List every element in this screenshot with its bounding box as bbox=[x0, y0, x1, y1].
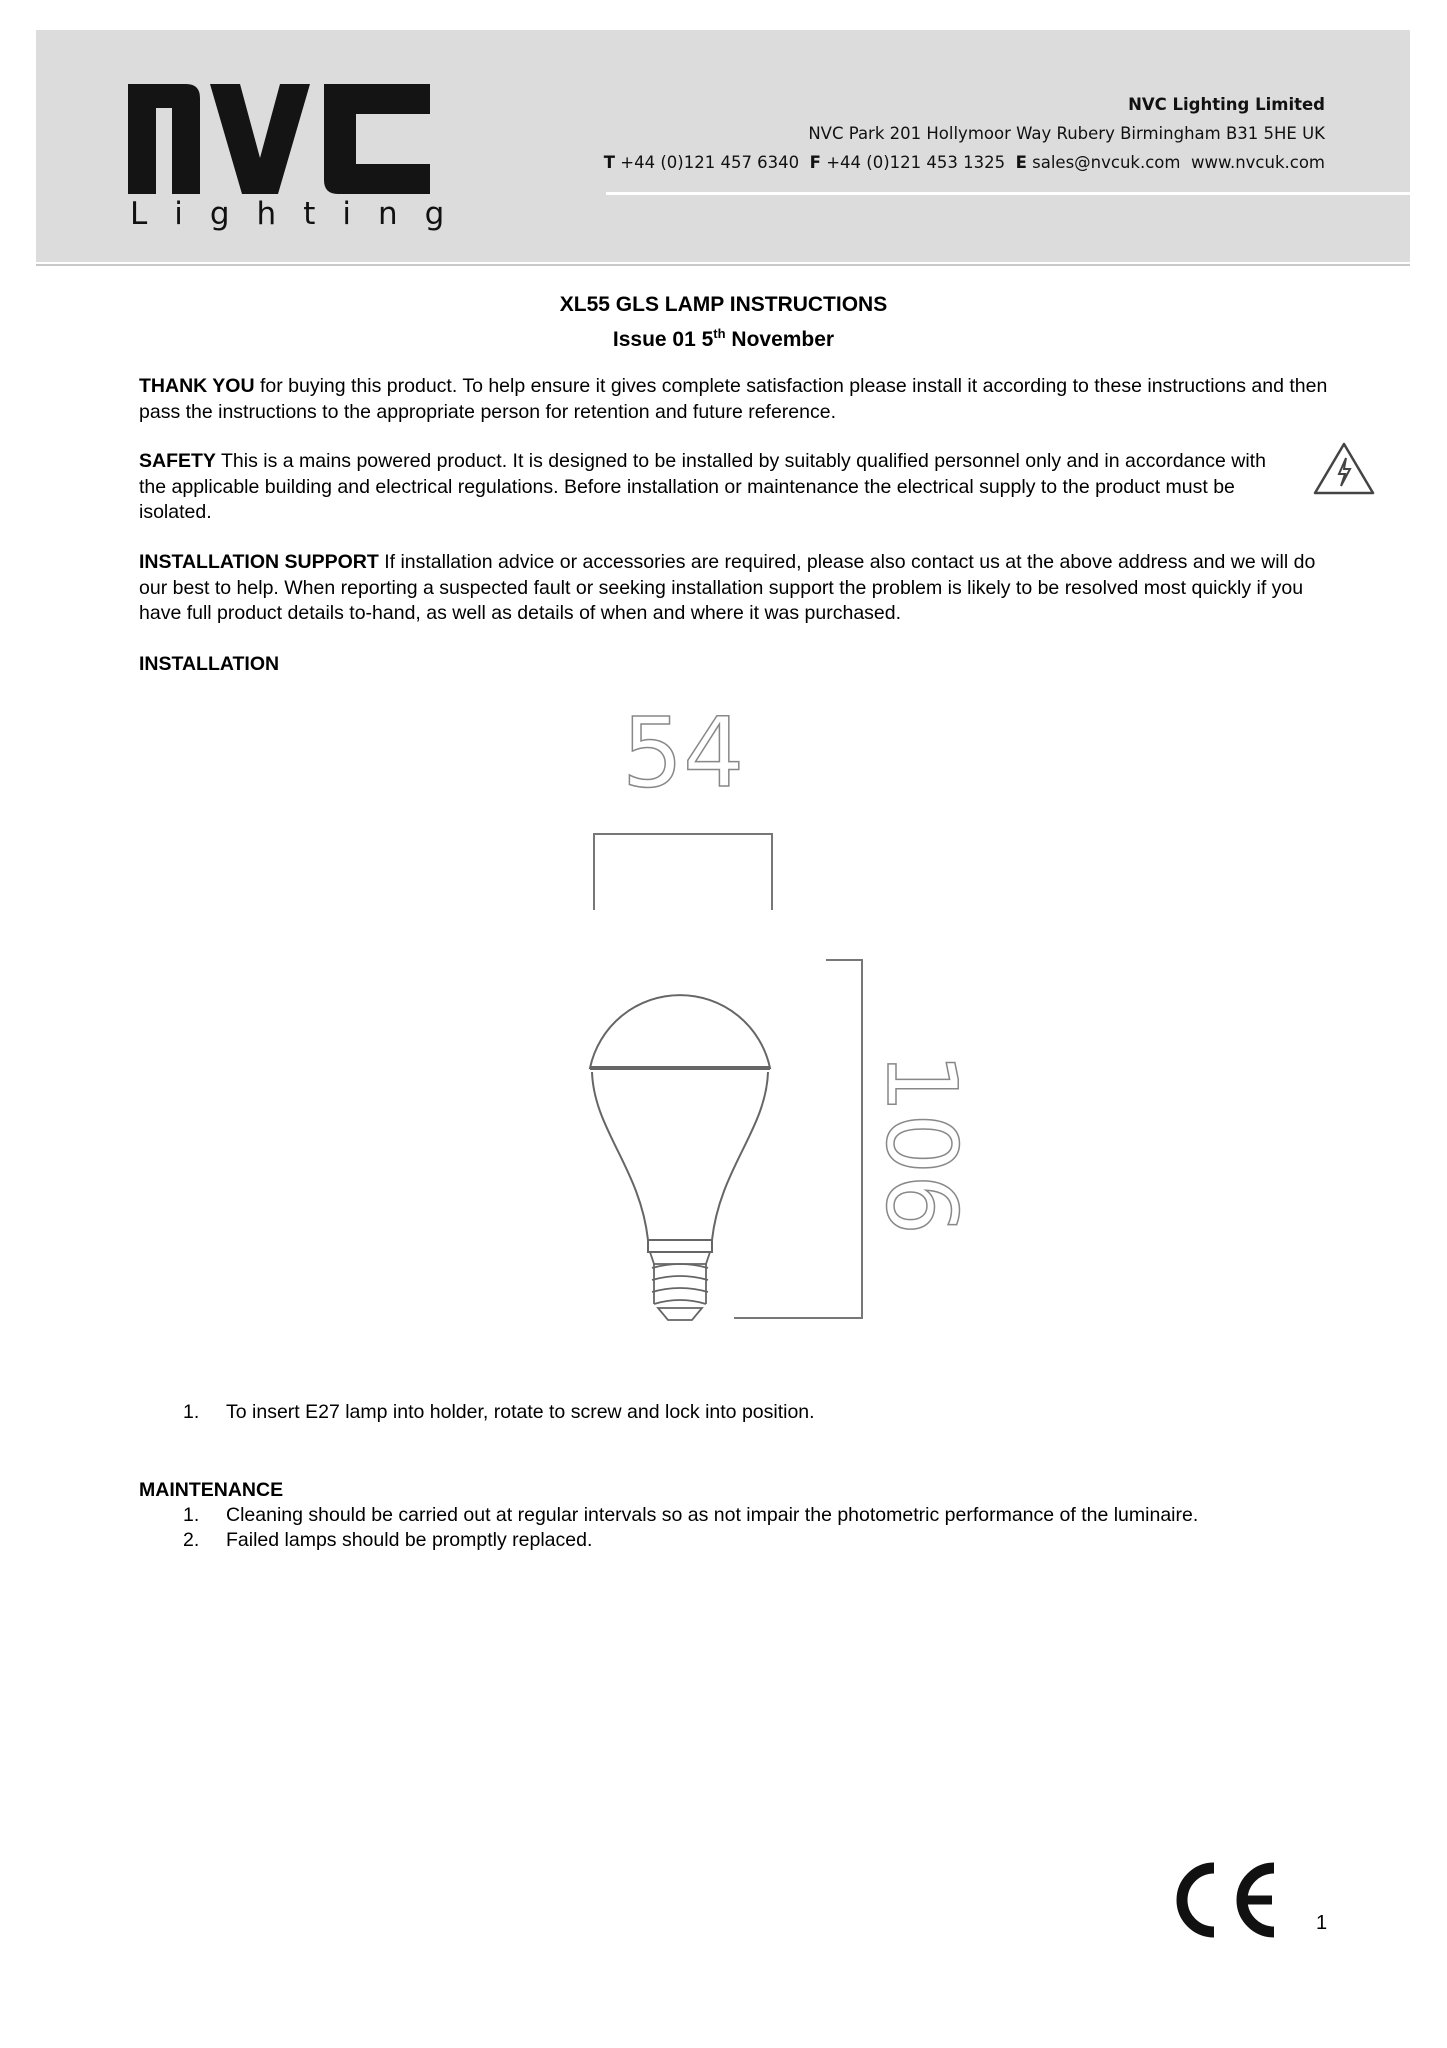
thank-you-text: for buying this product. To help ensure it gives complete satisfaction please install it according to these instructions and then pass the instructions to the appropriate person for retention and future reference. bbox=[139, 375, 1328, 423]
safety-paragraph bbox=[139, 449, 1269, 526]
height-dimension-bracket bbox=[734, 960, 862, 1318]
step-number: 1. bbox=[183, 1401, 200, 1423]
company-rule bbox=[606, 192, 1410, 195]
bulb-screw-base bbox=[650, 1252, 710, 1320]
step-text: Cleaning should be carried out at regular intervals so as not impair the photometric performance of the luminaire. bbox=[226, 1504, 1199, 1526]
logo-subtext: Lighting bbox=[130, 196, 472, 232]
maintenance-heading: MAINTENANCE bbox=[139, 1479, 284, 1501]
installation-support-heading: INSTALLATION SUPPORT bbox=[139, 551, 379, 573]
fax-number: +44 (0)121 453 1325 bbox=[826, 153, 1006, 172]
step-number: 2. bbox=[183, 1529, 200, 1551]
company-address: NVC Park 201 Hollymoor Way Rubery Birmingham B31 5HE UK bbox=[808, 124, 1325, 143]
phone-number: +44 (0)121 457 6340 bbox=[620, 153, 800, 172]
issue-month: November bbox=[725, 328, 835, 351]
fax-label: F bbox=[809, 153, 821, 172]
installation-support-text: If installation advice or accessories are required, please also contact us at the above address and we will do our best to help. When reporting a suspected fault or seeking installation support the problem is likely to be resolved most quickly if you have full product details to-hand, as well as details of when and where it was purchased. bbox=[139, 551, 1316, 624]
width-dimension-bracket bbox=[594, 834, 772, 910]
ce-mark-icon bbox=[1170, 1862, 1280, 1938]
page-number: 1 bbox=[1316, 1912, 1328, 1934]
height-dimension-label: 106 bbox=[865, 1052, 977, 1236]
step-number: 1. bbox=[183, 1504, 200, 1526]
electrical-warning-icon bbox=[1312, 440, 1376, 496]
company-name: NVC Lighting Limited bbox=[1128, 95, 1325, 114]
step-text: Failed lamps should be promptly replaced. bbox=[226, 1529, 593, 1551]
installation-support-paragraph bbox=[139, 550, 1339, 627]
safety-text: This is a mains powered product. It is designed to be installed by suitably qualified personnel only and in accordance with the applicable building and electrical regulations. Before installation or maintenance the electrical supply to the product must be isolated. bbox=[139, 450, 1266, 523]
thank-you-heading: THANK YOU bbox=[139, 375, 255, 397]
width-dimension-label: 54 bbox=[622, 700, 745, 809]
thank-you-paragraph bbox=[139, 374, 1339, 425]
title-line: XL55 GLS LAMP INSTRUCTIONS bbox=[559, 293, 888, 316]
issue-line bbox=[0, 319, 1447, 354]
company-contact bbox=[604, 148, 1325, 177]
safety-heading: SAFETY bbox=[139, 450, 216, 472]
phone-label: T bbox=[603, 153, 616, 172]
issue-number: Issue 01 5 bbox=[612, 328, 714, 351]
website: www.nvcuk.com bbox=[1190, 153, 1325, 172]
email-address: sales@nvcuk.com bbox=[1032, 153, 1181, 172]
issue-ordinal: th bbox=[713, 326, 726, 341]
email-label: E bbox=[1015, 153, 1027, 172]
step-text: To insert E27 lamp into holder, rotate to screw and lock into position. bbox=[226, 1401, 815, 1423]
lamp-dimension-drawing bbox=[560, 700, 980, 1330]
document-title bbox=[0, 290, 1447, 354]
installation-heading: INSTALLATION bbox=[139, 653, 280, 675]
bulb-collar bbox=[648, 1240, 712, 1252]
company-details bbox=[604, 90, 1325, 177]
nvc-logo bbox=[128, 74, 430, 194]
bulb-body bbox=[592, 1072, 768, 1240]
header-divider bbox=[36, 264, 1410, 266]
bulb-globe bbox=[590, 995, 770, 1068]
